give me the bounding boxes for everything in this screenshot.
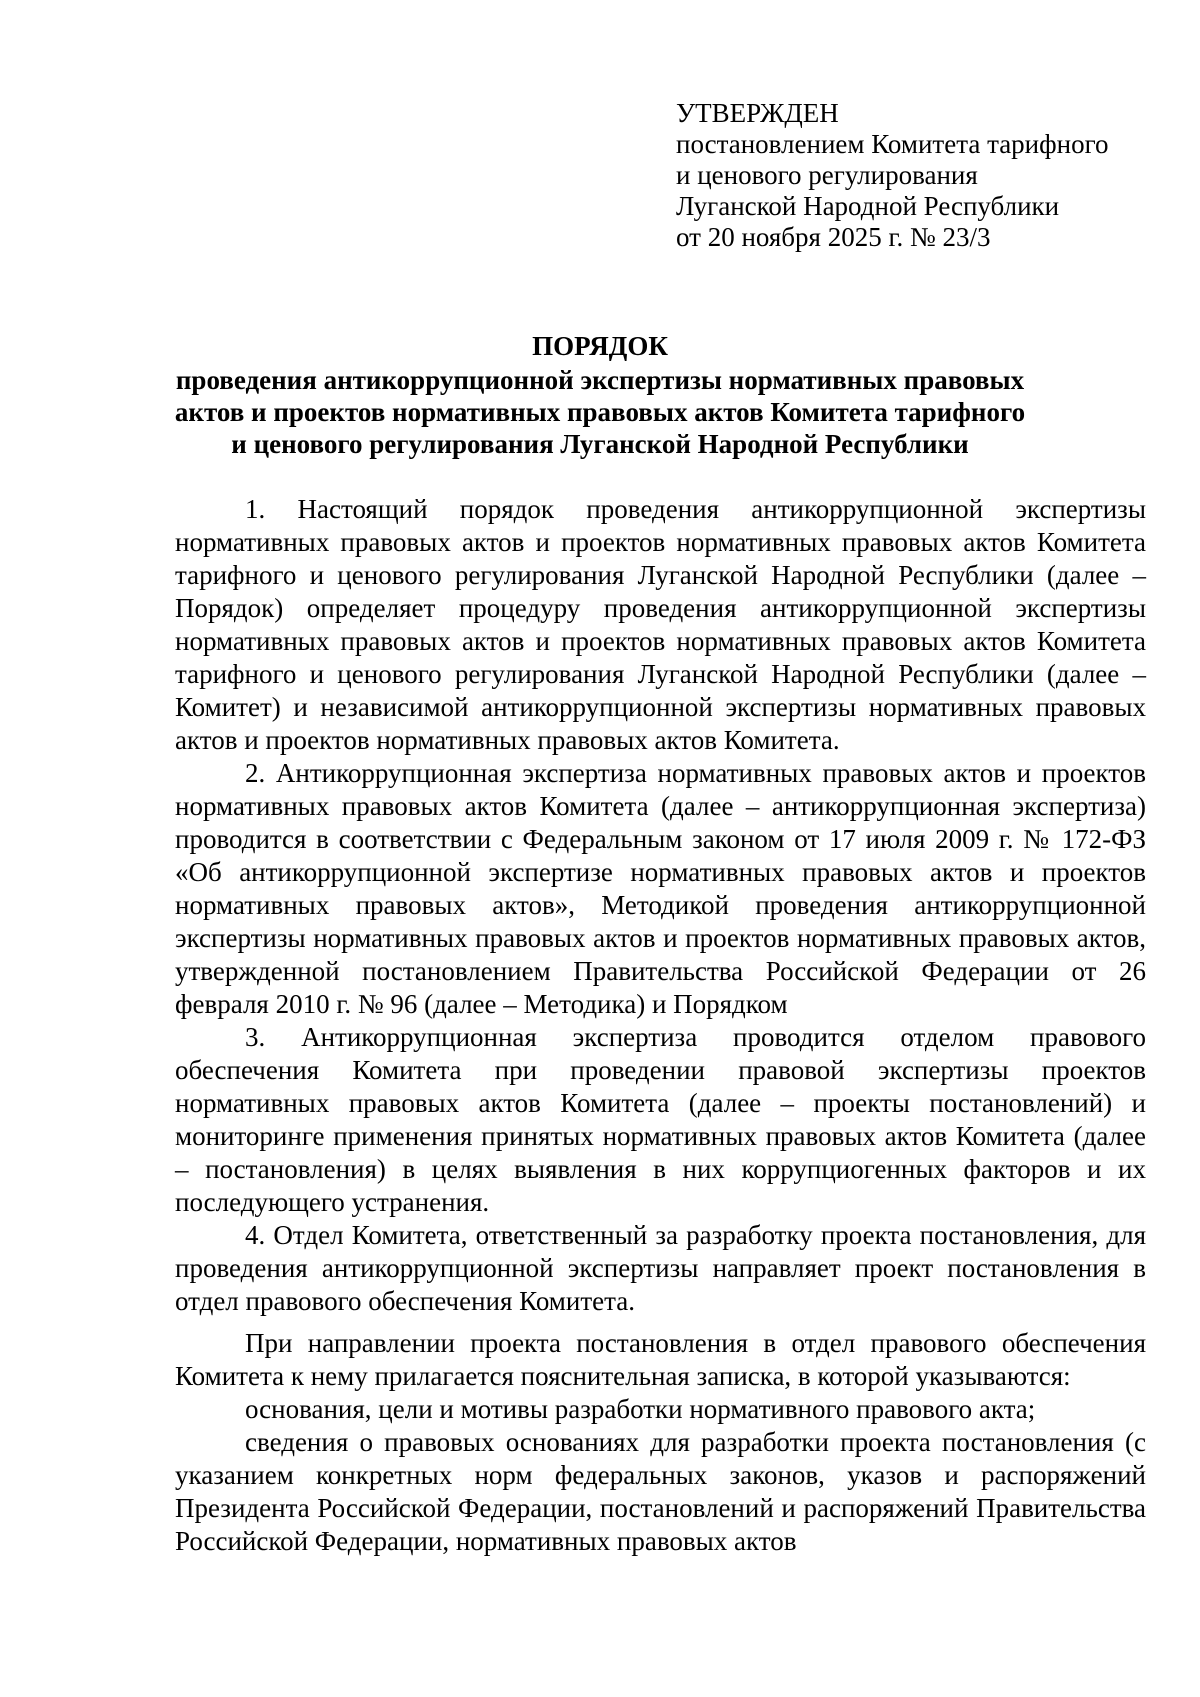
- paragraph-3: 3. Антикоррупционная экспертиза проводится отделом правового обеспечения Комитета при проведении правовой экспертизы проектов нормативных правовых актов Комитета (далее – проекты постановлений) и мониторинге применения принятых нормативных правовых актов Комитета (далее – постановления) в целях выявления в них коррупциогенных факторов и их последующего устранения.: [175, 1022, 1146, 1217]
- paragraph-1: 1. Настоящий порядок проведения антикоррупционной экспертизы нормативных правовых актов и проектов нормативных правовых актов Комитета тарифного и ценового регулирования Луганской Народной Республики (далее – Порядок) определяет процедуру проведения антикоррупционной экспертизы нормативных правовых актов и проектов нормативных правовых актов Комитета тарифного и ценового регулирования Луганской Народной Республики (далее – Комитет) и независимой антикоррупционной экспертизы нормативных правовых актов и проектов нормативных правовых актов Комитета.: [175, 494, 1146, 755]
- title-line: актов и проектов нормативных правовых актов Комитета тарифного: [174, 397, 1026, 427]
- paragraph-4: 4. Отдел Комитета, ответственный за разработку проекта постановления, для проведения антикоррупционной экспертизы направляет проект постановления в отдел правового обеспечения Комитета.: [175, 1220, 1146, 1316]
- document-body: [175, 493, 1146, 1558]
- paragraph-2: 2. Антикоррупционная экспертиза нормативных правовых актов и проектов нормативных правовых актов Комитета (далее – антикоррупционная экспертиза) проводится в соответствии с Федеральным законом от 17 июля 2009 г. № 172-ФЗ «Об антикоррупционной экспертизе нормативных правовых актов и проектов нормативных правовых актов», Методикой проведения антикоррупционной экспертизы нормативных правовых актов и проектов нормативных правовых актов, утвержденной постановлением Правительства Российской Федерации от 26 февраля 2010 г. № 96 (далее – Методика) и Порядком: [175, 758, 1146, 1019]
- approval-line: и ценового регулирования: [676, 160, 978, 190]
- approval-line: УТВЕРЖДЕН: [676, 98, 839, 128]
- title-heading: ПОРЯДОК: [532, 331, 668, 361]
- document-title: [0, 330, 1200, 460]
- approval-stamp: [676, 98, 1156, 253]
- title-line: проведения антикоррупционной экспертизы нормативных правовых: [175, 365, 1025, 395]
- approval-line: от 20 ноября 2025 г. № 23/3: [676, 222, 991, 252]
- approval-line: постановлением Комитета тарифного: [676, 129, 1109, 159]
- title-line: и ценового регулирования Луганской Народной Республики: [231, 429, 969, 459]
- approval-line: Луганской Народной Республики: [676, 191, 1060, 221]
- paragraph-7: сведения о правовых основаниях для разработки проекта постановления (с указанием конкретных норм федеральных законов, указов и распоряжений Президента Российской Федерации, постановлений и распоряжений Правительства Российской Федерации, нормативных правовых актов: [175, 1427, 1146, 1556]
- paragraph-6: основания, цели и мотивы разработки нормативного правового акта;: [245, 1394, 1036, 1424]
- paragraph-5: При направлении проекта постановления в отдел правового обеспечения Комитета к нему прилагается пояснительная записка, в которой указываются:: [175, 1328, 1146, 1391]
